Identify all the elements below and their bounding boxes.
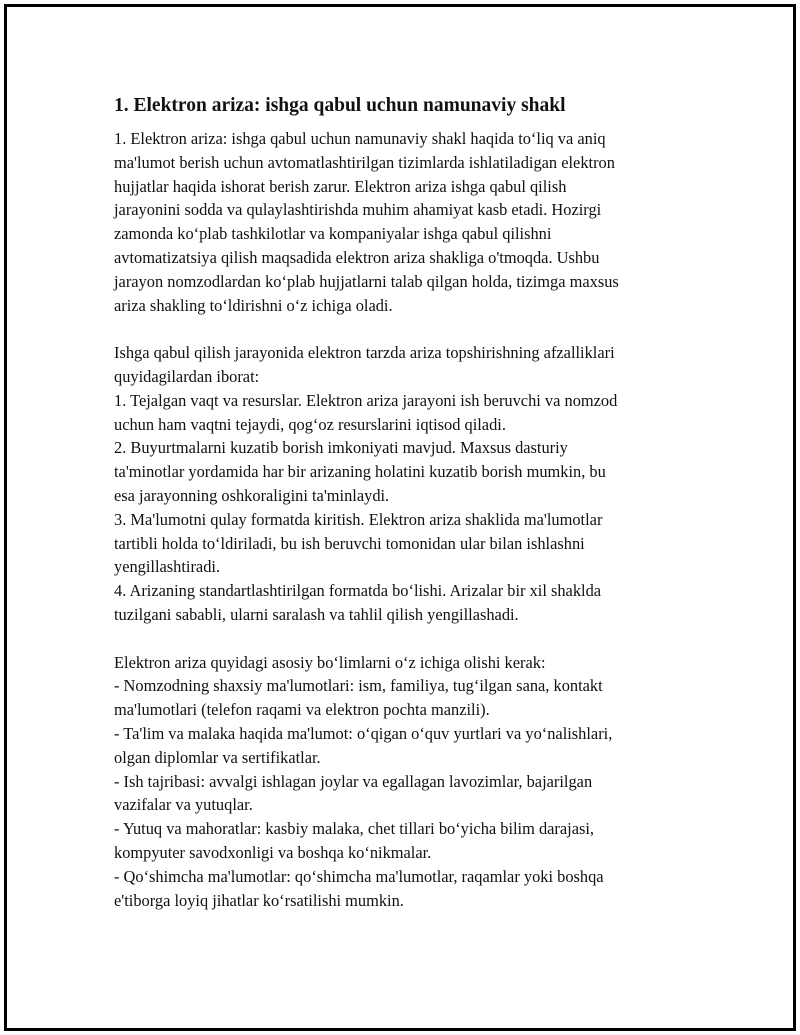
paragraph-spacer <box>114 627 694 651</box>
paragraph-advantages: Ishga qabul qilish jarayonida elektron tarzda ariza topshirishning afzalliklari quyidagilardan iborat: 1. Tejalgan vaqt va resurslar. Elektron ariza jarayoni ish beruvchi va nomzod uchun ham vaqtni tejaydi, qog‘oz resurslarini iqtisod qiladi. 2. Buyurtmalarni kuzatib borish imkoniyati mavjud. Maxsus dasturiy ta'minotlar yordamida har bir arizaning holatini kuzatib borish mumkin, bu esa jarayonning oshkoraligini ta'minlaydi. 3. Ma'lumotni qulay formatda kiritish. Elektron ariza shaklida ma'lumotlar tartibli holda to‘ldiriladi, bu ish beruvchi tomonidan ular bilan ishlashni yengillashtiradi. 4. Arizaning standartlashtirilgan formatda bo‘lishi. Arizalar bir xil shaklda tuzilgani sababli, ularni saralash va tahlil qilish yengillashadi. <box>114 343 618 624</box>
paragraph-intro: 1. Elektron ariza: ishga qabul uchun namunaviy shakl haqida to‘liq va aniq ma'lumot berish uchun avtomatlashtirilgan tizimlarda ishlatiladigan elektron hujjatlar haqida ishorat berish zarur. Elektron ariza ishga qabul qilish jarayonini sodda va qulaylashtirishda muhim ahamiyat kasb etadi. Hozirgi zamonda ko‘plab tashkilotlar va kompaniyalar ishga qabul qilishni avtomatizatsiya qilish maqsadida elektron ariza shakliga o'tmoqda. Ushbu jarayon nomzodlardan ko‘plab hujjatlarni talab qilgan holda, tizimga maxsus ariza shakling to‘ldirishni o‘z ichiga oladi. <box>114 129 619 315</box>
paragraph-spacer <box>114 317 694 341</box>
document-title: 1. Elektron ariza: ishga qabul uchun namunaviy shakl <box>114 95 566 116</box>
document-body <box>114 90 694 912</box>
paragraph-sections: Elektron ariza quyidagi asosiy bo‘limlarni o‘z ichiga olishi kerak: - Nomzodning shaxsiy ma'lumotlari: ism, familiya, tug‘ilgan sana, kontakt ma'lumotlari (telefon raqami va elektron pochta manzili). - Ta'lim va malaka haqida ma'lumot: o‘qigan o‘quv yurtlari va yo‘nalishlari, olgan diplomlar va sertifikatlar. - Ish tajribasi: avvalgi ishlagan joylar va egallagan lavozimlar, bajarilgan vazifalar va yutuqlar. - Yutuq va mahoratlar: kasbiy malaka, chet tillari bo‘yicha bilim darajasi, kompyuter savodxonligi va boshqa ko‘nikmalar. - Qo‘shimcha ma'lumotlar: qo‘shimcha ma'lumotlar, raqamlar yoki boshqa e'tiborga loyiq jihatlar ko‘rsatilishi mumkin. <box>114 652 613 910</box>
